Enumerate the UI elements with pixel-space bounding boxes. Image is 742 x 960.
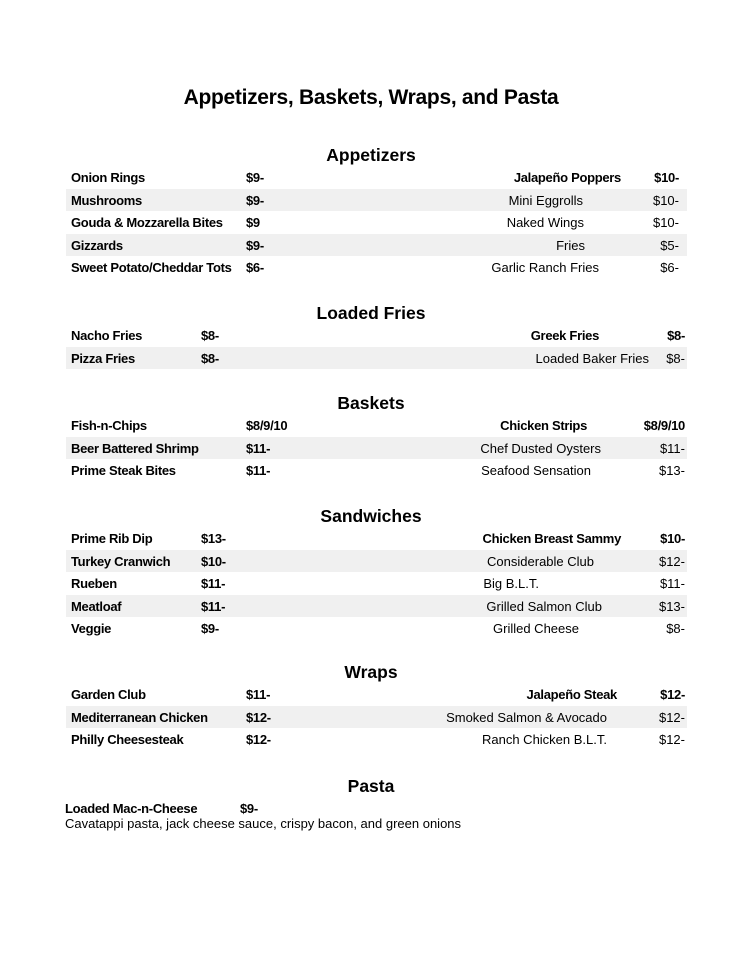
item-price: $12-	[658, 709, 685, 725]
section-heading: Loaded Fries	[316, 303, 426, 323]
item-price: $8-	[667, 328, 685, 343]
menu-row	[66, 234, 687, 257]
menu-row	[66, 166, 687, 189]
menu-row	[66, 437, 687, 460]
section-appetizers	[0, 144, 742, 279]
item-price: $8-	[201, 328, 219, 343]
menu-row	[66, 211, 687, 234]
section-loaded-fries	[0, 302, 742, 369]
item-name: Big B.L.T.	[483, 576, 539, 591]
item-name: Chef Dusted Oysters	[480, 440, 601, 456]
item-price: $11-	[659, 576, 685, 591]
section-heading: Appetizers	[326, 145, 416, 165]
item-name: Pizza Fries	[71, 350, 135, 366]
item-name: Rueben	[71, 576, 117, 591]
item-price: $13-	[201, 531, 226, 546]
item-name: Mediterranean Chicken	[71, 709, 208, 725]
item-name: Grilled Salmon Club	[486, 598, 602, 614]
section-sandwiches	[0, 505, 742, 640]
item-price: $6-	[660, 260, 679, 275]
item-name: Beer Battered Shrimp	[71, 440, 199, 456]
item-price: $12-	[246, 709, 271, 725]
menu-row	[66, 527, 687, 550]
item-price: $12-	[660, 687, 685, 702]
item-price: $8/9/10	[643, 418, 685, 433]
menu-row	[66, 324, 687, 347]
item-name: Turkey Cranwich	[71, 553, 171, 569]
item-name: Jalapeño Poppers	[513, 170, 621, 185]
menu-row	[66, 459, 687, 482]
menu-row	[66, 595, 687, 618]
item-name: Prime Rib Dip	[71, 531, 153, 546]
item-name: Naked Wings	[506, 215, 584, 230]
item-name: Sweet Potato/Cheddar Tots	[71, 260, 232, 275]
item-price: $6-	[246, 260, 264, 275]
menu-row	[66, 550, 687, 573]
item-price: $11-	[246, 463, 271, 478]
item-price: $10-	[652, 215, 679, 230]
menu-row	[66, 256, 687, 279]
item-name: Prime Steak Bites	[71, 463, 176, 478]
item-name: Garlic Ranch Fries	[491, 260, 599, 275]
item-name: Onion Rings	[71, 170, 145, 185]
item-name: Smoked Salmon & Avocado	[446, 709, 607, 725]
item-name: Ranch Chicken B.L.T.	[481, 732, 607, 747]
item-name: Meatloaf	[71, 598, 122, 614]
item-price: $8-	[666, 621, 685, 636]
item-name: Gouda & Mozzarella Bites	[71, 215, 223, 230]
item-price: $9-	[240, 801, 258, 816]
item-price: $10-	[201, 553, 226, 569]
item-price: $12-	[658, 732, 685, 747]
item-name: Loaded Mac-n-Cheese	[65, 801, 198, 816]
item-price: $13-	[658, 463, 685, 478]
section-pasta	[0, 775, 742, 831]
page-title: Appetizers, Baskets, Wraps, and Pasta	[183, 86, 559, 109]
item-name: Philly Cheesesteak	[71, 732, 184, 747]
menu-row	[66, 683, 687, 706]
item-name: Jalapeño Steak	[526, 687, 617, 702]
section-heading: Sandwiches	[320, 506, 422, 526]
menu-row	[66, 347, 687, 370]
menu-row	[66, 414, 687, 437]
menu-row	[66, 617, 687, 640]
item-price: $11-	[201, 598, 226, 614]
menu-row	[66, 189, 687, 212]
item-name: Veggie	[71, 621, 112, 636]
item-price: $9-	[246, 170, 264, 185]
item-name: Fries	[556, 237, 585, 253]
section-heading: Pasta	[347, 776, 395, 796]
item-name: Greek Fries	[530, 328, 599, 343]
item-name: Loaded Baker Fries	[535, 350, 649, 366]
item-price: $9	[246, 215, 260, 230]
item-price: $13-	[658, 598, 685, 614]
item-description: Cavatappi pasta, jack cheese sauce, crispy bacon, and green onions	[65, 815, 462, 831]
item-name: Grilled Cheese	[493, 621, 579, 636]
item-name: Fish-n-Chips	[71, 418, 147, 433]
item-price: $10-	[654, 170, 679, 185]
item-price: $9-	[201, 621, 219, 636]
item-price: $9-	[246, 237, 264, 253]
item-name: Mini Eggrolls	[508, 192, 583, 208]
item-price: $12-	[246, 732, 271, 747]
item-name: Considerable Club	[487, 553, 594, 569]
item-name: Chicken Breast Sammy	[482, 531, 621, 546]
item-price: $8-	[666, 350, 685, 366]
item-name: Mushrooms	[71, 192, 142, 208]
item-price: $8-	[201, 350, 219, 366]
section-wraps	[0, 661, 742, 751]
item-price: $10-	[652, 192, 679, 208]
menu-row	[66, 706, 687, 729]
section-heading: Baskets	[337, 393, 405, 413]
item-price: $11-	[659, 440, 685, 456]
item-name: Nacho Fries	[71, 328, 143, 343]
item-name: Seafood Sensation	[481, 463, 591, 478]
item-price: $5-	[660, 237, 679, 253]
menu-row	[66, 728, 687, 751]
item-price: $11-	[246, 440, 271, 456]
item-price: $11-	[246, 687, 271, 702]
item-name: Chicken Strips	[500, 418, 587, 433]
menu-row	[60, 797, 687, 820]
item-price: $8/9/10	[246, 418, 288, 433]
section-baskets	[0, 392, 742, 482]
item-name: Garden Club	[71, 687, 146, 702]
menu-row	[66, 572, 687, 595]
item-name: Gizzards	[71, 237, 123, 253]
item-price: $12-	[658, 553, 685, 569]
item-price: $11-	[201, 576, 226, 591]
item-price: $10-	[660, 531, 685, 546]
item-price: $9-	[246, 192, 264, 208]
section-heading: Wraps	[344, 662, 398, 682]
